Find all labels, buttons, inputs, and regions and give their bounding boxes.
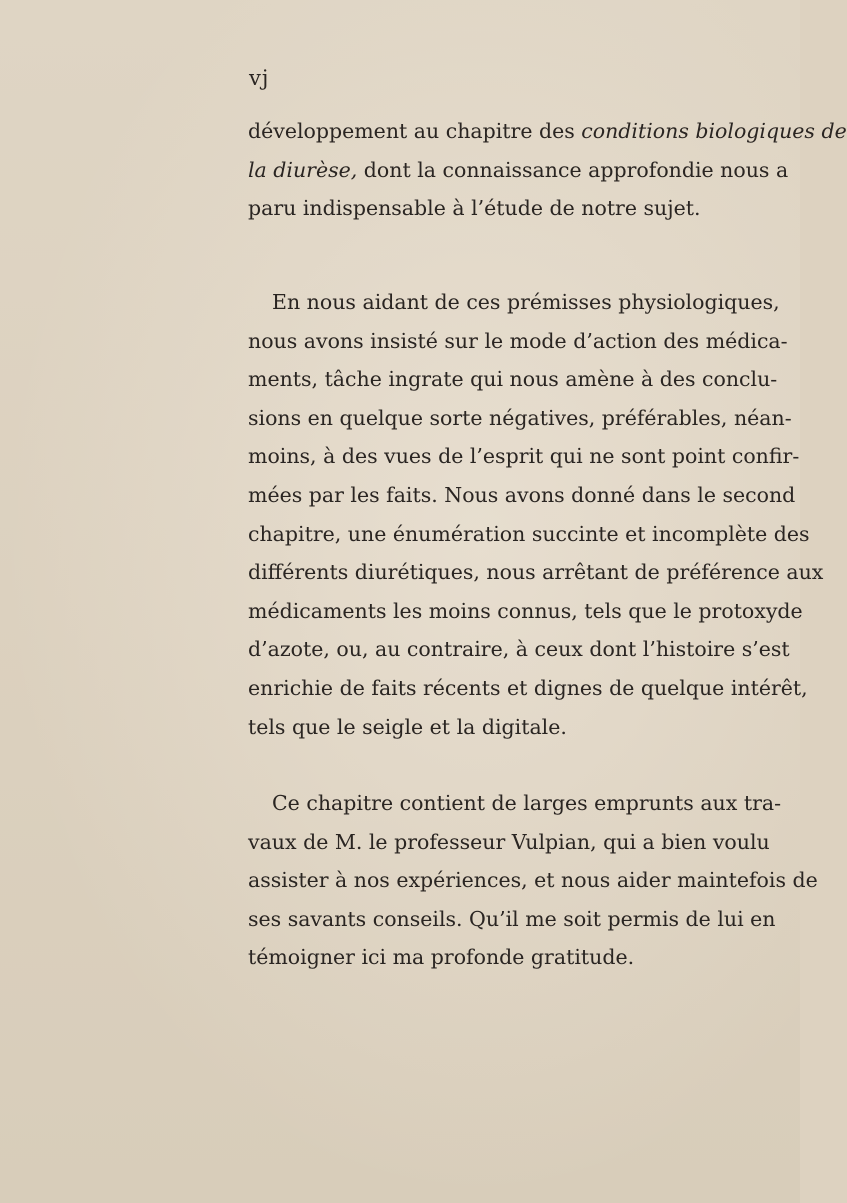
text-line: ses savants conseils. Qu’il me soit permis de lui en <box>248 906 776 931</box>
paragraph-acknowledgement <box>248 784 818 977</box>
text-line: tels que le seigle et la digitale. <box>248 714 567 739</box>
text-line: sions en quelque sorte négatives, préférables, néan- <box>248 405 792 430</box>
text-line: chapitre, une énumération succinte et incomplète des <box>248 521 810 546</box>
paragraph-intro-continuation <box>248 112 847 228</box>
text-line: vaux de M. le professeur Vulpian, qui a bien voulu <box>248 829 770 854</box>
paragraph-method <box>248 283 824 746</box>
text-line: ments, tâche ingrate qui nous amène à des conclu- <box>248 367 778 392</box>
text-line: médicaments les moins connus, tels que le protoxyde <box>248 598 803 623</box>
text-line: enrichie de faits récents et dignes de quelque intérêt, <box>248 675 808 700</box>
text-line: différents diurétiques, nous arrêtant de préférence aux <box>248 560 824 585</box>
page-number: vj <box>249 66 270 90</box>
text-line: la diurèse, dont la connaissance approfondie nous a <box>248 157 789 182</box>
text-line: paru indispensable à l’étude de notre sujet. <box>248 196 701 221</box>
text-line: nous avons insisté sur le mode d’action des médica- <box>248 328 788 353</box>
text-line: Ce chapitre contient de larges emprunts aux tra- <box>272 791 782 815</box>
italic-phrase: la diurèse, <box>248 157 358 182</box>
text-line: développement au chapitre des conditions biologiques de <box>248 119 847 143</box>
text-line: En nous aidant de ces prémisses physiologiques, <box>272 290 780 314</box>
text-line: mées par les faits. Nous avons donné dans le second <box>248 482 796 507</box>
text-line: moins, à des vues de l’esprit qui ne sont point confir- <box>248 444 800 469</box>
text-line: assister à nos expériences, et nous aider maintefois de <box>248 868 818 893</box>
text-line: témoigner ici ma profonde gratitude. <box>248 945 635 970</box>
italic-phrase: conditions biologiques de <box>581 119 847 143</box>
text-line: d’azote, ou, au contraire, à ceux dont l’histoire s’est <box>248 637 790 662</box>
